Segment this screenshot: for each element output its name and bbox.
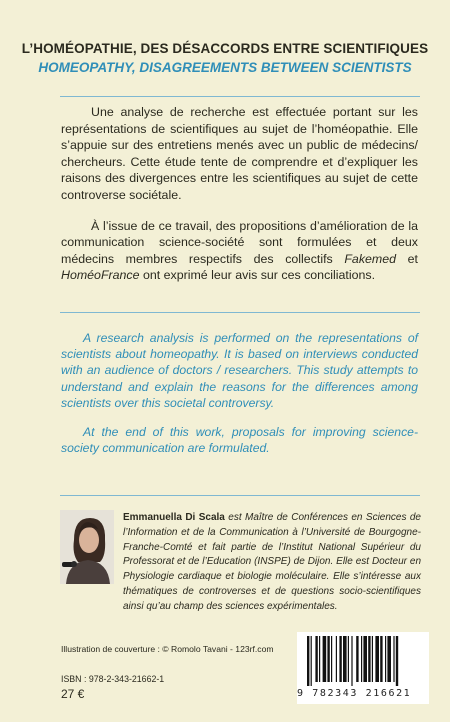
divider-bottom xyxy=(60,495,420,496)
barcode-bar xyxy=(315,636,317,682)
barcode-bar xyxy=(356,636,358,682)
english-summary xyxy=(61,330,418,469)
barcode-bar xyxy=(348,636,349,682)
price: 27 € xyxy=(61,687,85,701)
barcode-bar xyxy=(375,636,379,682)
barcode-bar xyxy=(323,636,327,682)
author-portrait-image xyxy=(60,510,114,584)
barcode-bar xyxy=(339,636,341,682)
barcode-bar xyxy=(331,636,332,682)
author-name: Emmanuella Di Scala xyxy=(123,512,225,523)
barcode-bar xyxy=(385,636,386,682)
barcode-bar xyxy=(307,636,309,686)
barcode-bar xyxy=(336,636,337,682)
cover-illustration-credit: Illustration de couverture : © Romolo Tavani - 123rf.com xyxy=(61,644,274,654)
author-bio-text: est Maître de Conférences en Sciences de l’Information et de la Communication à l’Université de Bourgogne-Franche-Comté et fait partie de l’Institut National Supérieur du Professorat et de l’Education (INSPE) de Dijon. Elle est Docteur en Physiologie cardiaque et biologie moléculaire. Elle s’intéresse aux thématiques de controverses et de questions socio-scientifiques ainsi qu’au champ des sciences expérimentales. xyxy=(123,512,421,612)
author-bio xyxy=(123,511,421,615)
barcode-bar xyxy=(343,636,347,682)
author-photo xyxy=(60,510,114,584)
barcode-bar xyxy=(396,636,398,686)
isbn: ISBN : 978-2-343-21662-1 xyxy=(61,674,165,684)
french-paragraph-2-end: ont exprimé leur avis sur ces conciliations. xyxy=(139,268,376,283)
french-summary xyxy=(61,104,418,298)
barcode-bar xyxy=(393,636,394,682)
barcode-bar xyxy=(361,636,362,682)
barcode-bar xyxy=(351,636,352,686)
title-english: HOMEOPATHY, DISAGREEMENTS BETWEEN SCIENTISTS xyxy=(38,60,412,75)
english-paragraph-1: A research analysis is performed on the representations of scientists about homeopathy. It is based on interviews conducted with an audience of doctors / researchers. This study attempts to understand and explain the reasons for the differences among scientists over this societal controversy. xyxy=(61,331,418,410)
title-french: L’HOMÉOPATHIE, DES DÉSACCORDS ENTRE SCIENTIFIQUES xyxy=(21,41,429,56)
french-paragraph-2 xyxy=(61,218,418,284)
collective-fakemed: Fakemed xyxy=(344,251,397,266)
english-paragraph-2: At the end of this work, proposals for improving science-society communication are formulated. xyxy=(61,425,418,456)
barcode-bar xyxy=(387,636,391,682)
collective-homeofrance: HoméoFrance xyxy=(61,268,140,283)
barcode-bar xyxy=(372,636,373,682)
french-paragraph-1: Une analyse de recherche est effectuée portant sur les représentations de scientifiques au sujet de l’homéopathie. Elle s’appuie sur des entretiens menés avec un public de médecins/ chercheurs. Cette étude tente de comprendre et d’expliquer les raisons des divergences entre les scientifiques au sujet de cette controverse sociétale. xyxy=(61,105,418,202)
french-paragraph-2-and: et xyxy=(396,251,418,266)
barcode-bar xyxy=(363,636,367,682)
barcode-bar xyxy=(368,636,370,682)
barcode-bar xyxy=(380,636,382,682)
french-paragraph-2-start: À l’issue de ce travail, des propositions d’amélioration de la communication science-société sont formulées et deux médecins membres respectifs des collectifs xyxy=(61,218,418,266)
barcode-number: 9 782343 216621 xyxy=(297,688,412,699)
barcode-bars xyxy=(297,632,429,688)
barcode-bar xyxy=(311,636,312,686)
divider-top xyxy=(60,96,420,97)
barcode-bar xyxy=(319,636,320,682)
barcode-bar xyxy=(327,636,329,682)
divider-middle xyxy=(60,312,420,313)
